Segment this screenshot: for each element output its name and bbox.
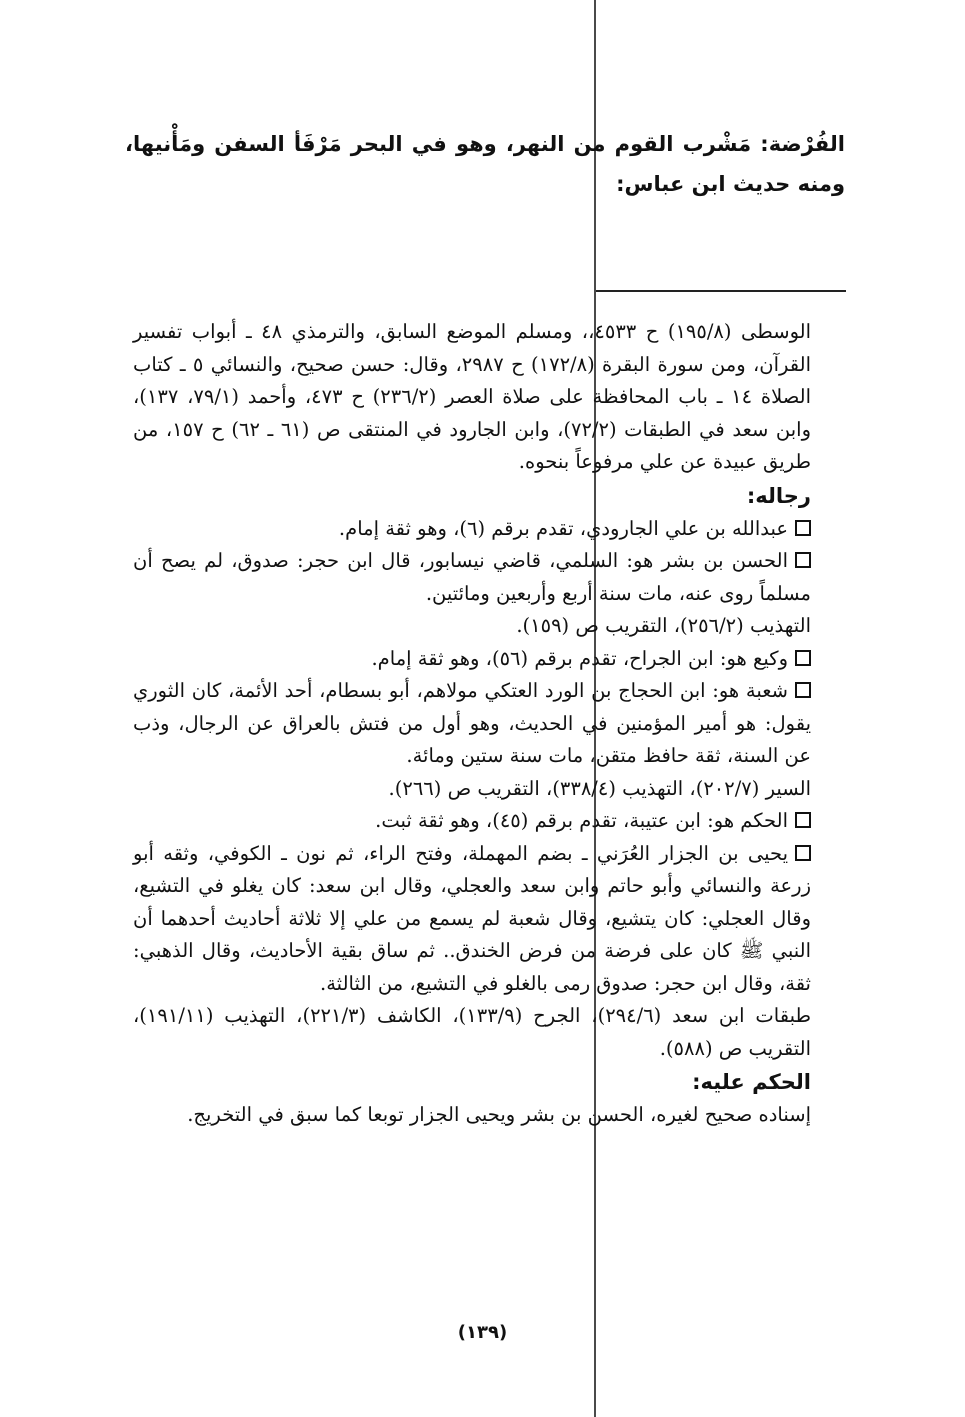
checkbox-bullet-icon bbox=[795, 650, 811, 666]
checkbox-bullet-icon bbox=[795, 845, 811, 861]
narrator-text: وكيع هو: ابن الجراح، تقدم برقم (٥٦)، وهو ثقة إمام. bbox=[371, 646, 788, 670]
narrator-entry bbox=[133, 675, 811, 805]
footnote-separator bbox=[596, 290, 846, 292]
hukm-heading: الحكم عليه: bbox=[692, 1070, 811, 1094]
narrator-entry bbox=[133, 643, 811, 676]
checkbox-bullet-icon bbox=[795, 552, 811, 568]
narrator-entry bbox=[133, 545, 811, 643]
page-number: (١٣٩) bbox=[457, 1322, 508, 1343]
main-body bbox=[133, 316, 811, 1132]
checkbox-bullet-icon bbox=[795, 682, 811, 698]
narrator-entry bbox=[133, 838, 811, 1066]
hukm-text: إسناده صحيح لغيره، الحسن بن بشر ويحيى الجزار توبعا كما سبق في التخريج. bbox=[187, 1103, 811, 1126]
narrator-entry bbox=[133, 805, 811, 838]
narrator-text: الحسن بن بشر هو: السلمي، قاضي نيسابور، قال ابن حجر: صدوق، لم يصح أن مسلماً روى عنه، مات سنة أربع وأربعين ومائتين. bbox=[133, 549, 811, 605]
checkbox-bullet-icon bbox=[795, 812, 811, 828]
intro-paragraph: الفُرْضة: مَشْرب القوم من النهر، وهو في البحر مَرْفَأ السفن ومَأْنيها، ومنه حديث ابن عباس: bbox=[125, 132, 845, 196]
narrator-references: السير (٢٠٢/٧)، التهذيب (٣٣٨/٤)، التقريب ص (٢٦٦). bbox=[388, 776, 811, 800]
narrator-references: طبقات ابن سعد (٢٩٤/٦)، الجرح (١٣٣/٩)، الكاشف (٢٢١/٣)، التهذيب (١٩١/١١)، التقريب ص (٥٨٨). bbox=[133, 1004, 811, 1060]
narrator-text: عبدالله بن علي الجارودي، تقدم برقم (٦)، وهو ثقة إمام. bbox=[338, 516, 788, 540]
footnote-paragraph: الوسطى (١٩٥/٨) ح ٤٥٣٣،، ومسلم الموضع السابق، والترمذي ٤٨ ـ أبواب تفسير القرآن، ومن سورة البقرة (١٧٢/٨) ح ٢٩٨٧، وقال: حسن صحيح، والنسائي ٥ ـ كتاب الصلاة ١٤ ـ باب المحافظة على صلاة العصر (٢٣٦/٢) ح ٤٧٣، وأحمد (٧٩/١، ١٣٧)، وابن سعد في الطبقات (٧٢/٢)، وابن الجارود في المنتقى ص (٦١ ـ ٦٢) ح ١٥٧، من طريق عبيدة عن علي مرفوعاً بنحوه. bbox=[133, 320, 812, 473]
narrator-references: التهذيب (٢٥٦/٢)، التقريب ص (١٥٩). bbox=[516, 614, 811, 637]
narrator-text: شعبة هو: ابن الحجاج بن الورد العتكي مولاهم، أبو بسطام، أحد الأئمة، كان الثوري يقول: هو أمير المؤمنين في الحديث، وهو أول من فتش بالعراق عن الرجال، وذب عن السنة، ثقة حافظ متقن، مات سنة ستين ومائة. bbox=[133, 679, 811, 767]
narrator-text: يحيى بن الجزار العُرَني ـ بضم المهملة، وفتح الراء، ثم نون ـ الكوفي، وثقه أبو زرعة والنسائي وأبو حاتم وابن سعد والعجلي، وقال ابن سعد: كان يغلو في التشيع، وقال العجلي: كان يتشيع، وقال شعبة لم يسمع من علي إلا ثلاثة أحاديث أحدهما أن النبي ﷺ كان على فرضة من فرض الخندق.. ثم ساق بقية الأحاديث، وقال الذهبي: ثقة، وقال ابن حجر: صدوق رمى بالغلو في التشيع، من الثالثة. bbox=[133, 841, 811, 995]
narrator-entry bbox=[133, 513, 811, 546]
rijal-heading: رجاله: bbox=[746, 483, 811, 508]
checkbox-bullet-icon bbox=[795, 520, 811, 536]
narrator-text: الحكم هو: ابن عتيبة، تقدم برقم (٤٥)، وهو ثقة ثبت. bbox=[375, 809, 788, 832]
